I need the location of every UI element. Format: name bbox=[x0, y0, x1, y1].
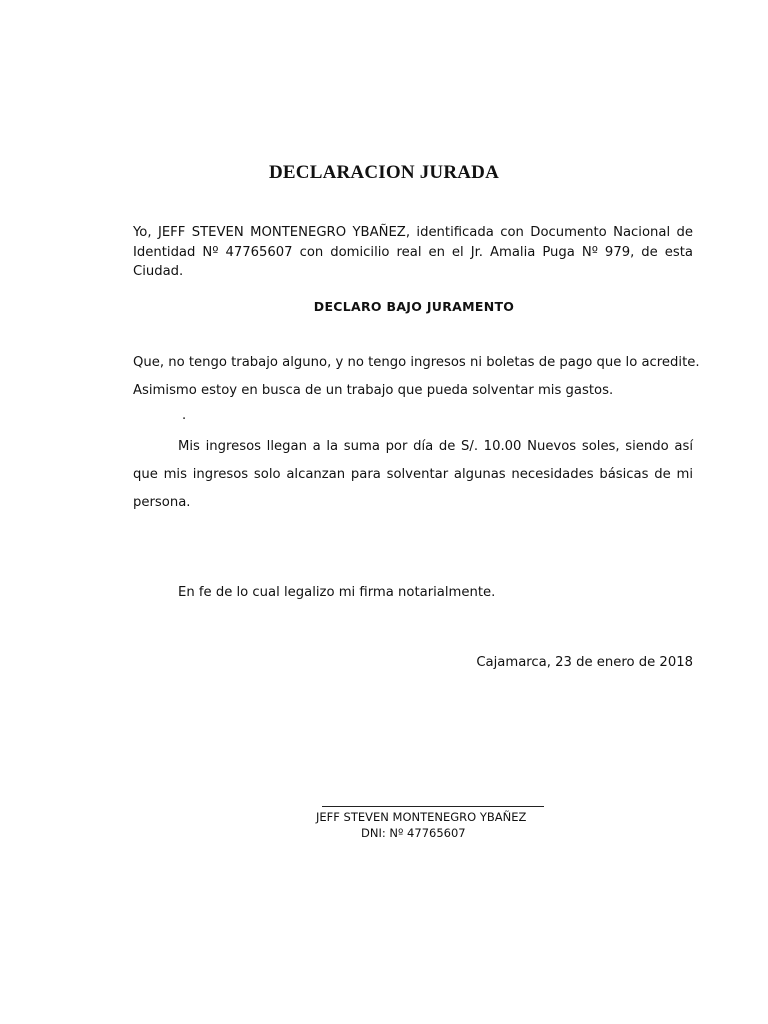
signature-line bbox=[322, 806, 544, 807]
paragraph1-line1: Que, no tengo trabajo alguno, y no tengo ingresos ni boletas de pago que lo acredite. bbox=[133, 355, 700, 370]
place-date: Cajamarca, 23 de enero de 2018 bbox=[476, 655, 693, 670]
paragraph2-line1: Mis ingresos llegan a la suma por día de S/. 10.00 Nuevos soles, siendo así bbox=[178, 439, 693, 454]
stray-dot: . bbox=[182, 408, 187, 423]
document-title: DECLARACION JURADA bbox=[268, 162, 500, 183]
paragraph1-line2: Asimismo estoy en busca de un trabajo que pueda solventar mis gastos. bbox=[133, 383, 614, 398]
intro-paragraph: Yo, JEFF STEVEN MONTENEGRO YBAÑEZ, identificada con Documento Nacional de Identidad Nº 47765607 con domicilio real en el Jr. Amalia Puga Nº 979, de esta Ciudad. bbox=[133, 225, 693, 279]
signature-dni: DNI: Nº 47765607 bbox=[361, 826, 466, 840]
declaration-heading: DECLARO BAJO JURAMENTO bbox=[313, 299, 515, 314]
paragraph2-line2: que mis ingresos solo alcanzan para solventar algunas necesidades básicas de mi bbox=[133, 467, 693, 482]
closing-statement: En fe de lo cual legalizo mi firma notarialmente. bbox=[178, 585, 496, 600]
signature-name: JEFF STEVEN MONTENEGRO YBAÑEZ bbox=[316, 810, 527, 824]
paragraph2-line3: persona. bbox=[133, 495, 191, 510]
